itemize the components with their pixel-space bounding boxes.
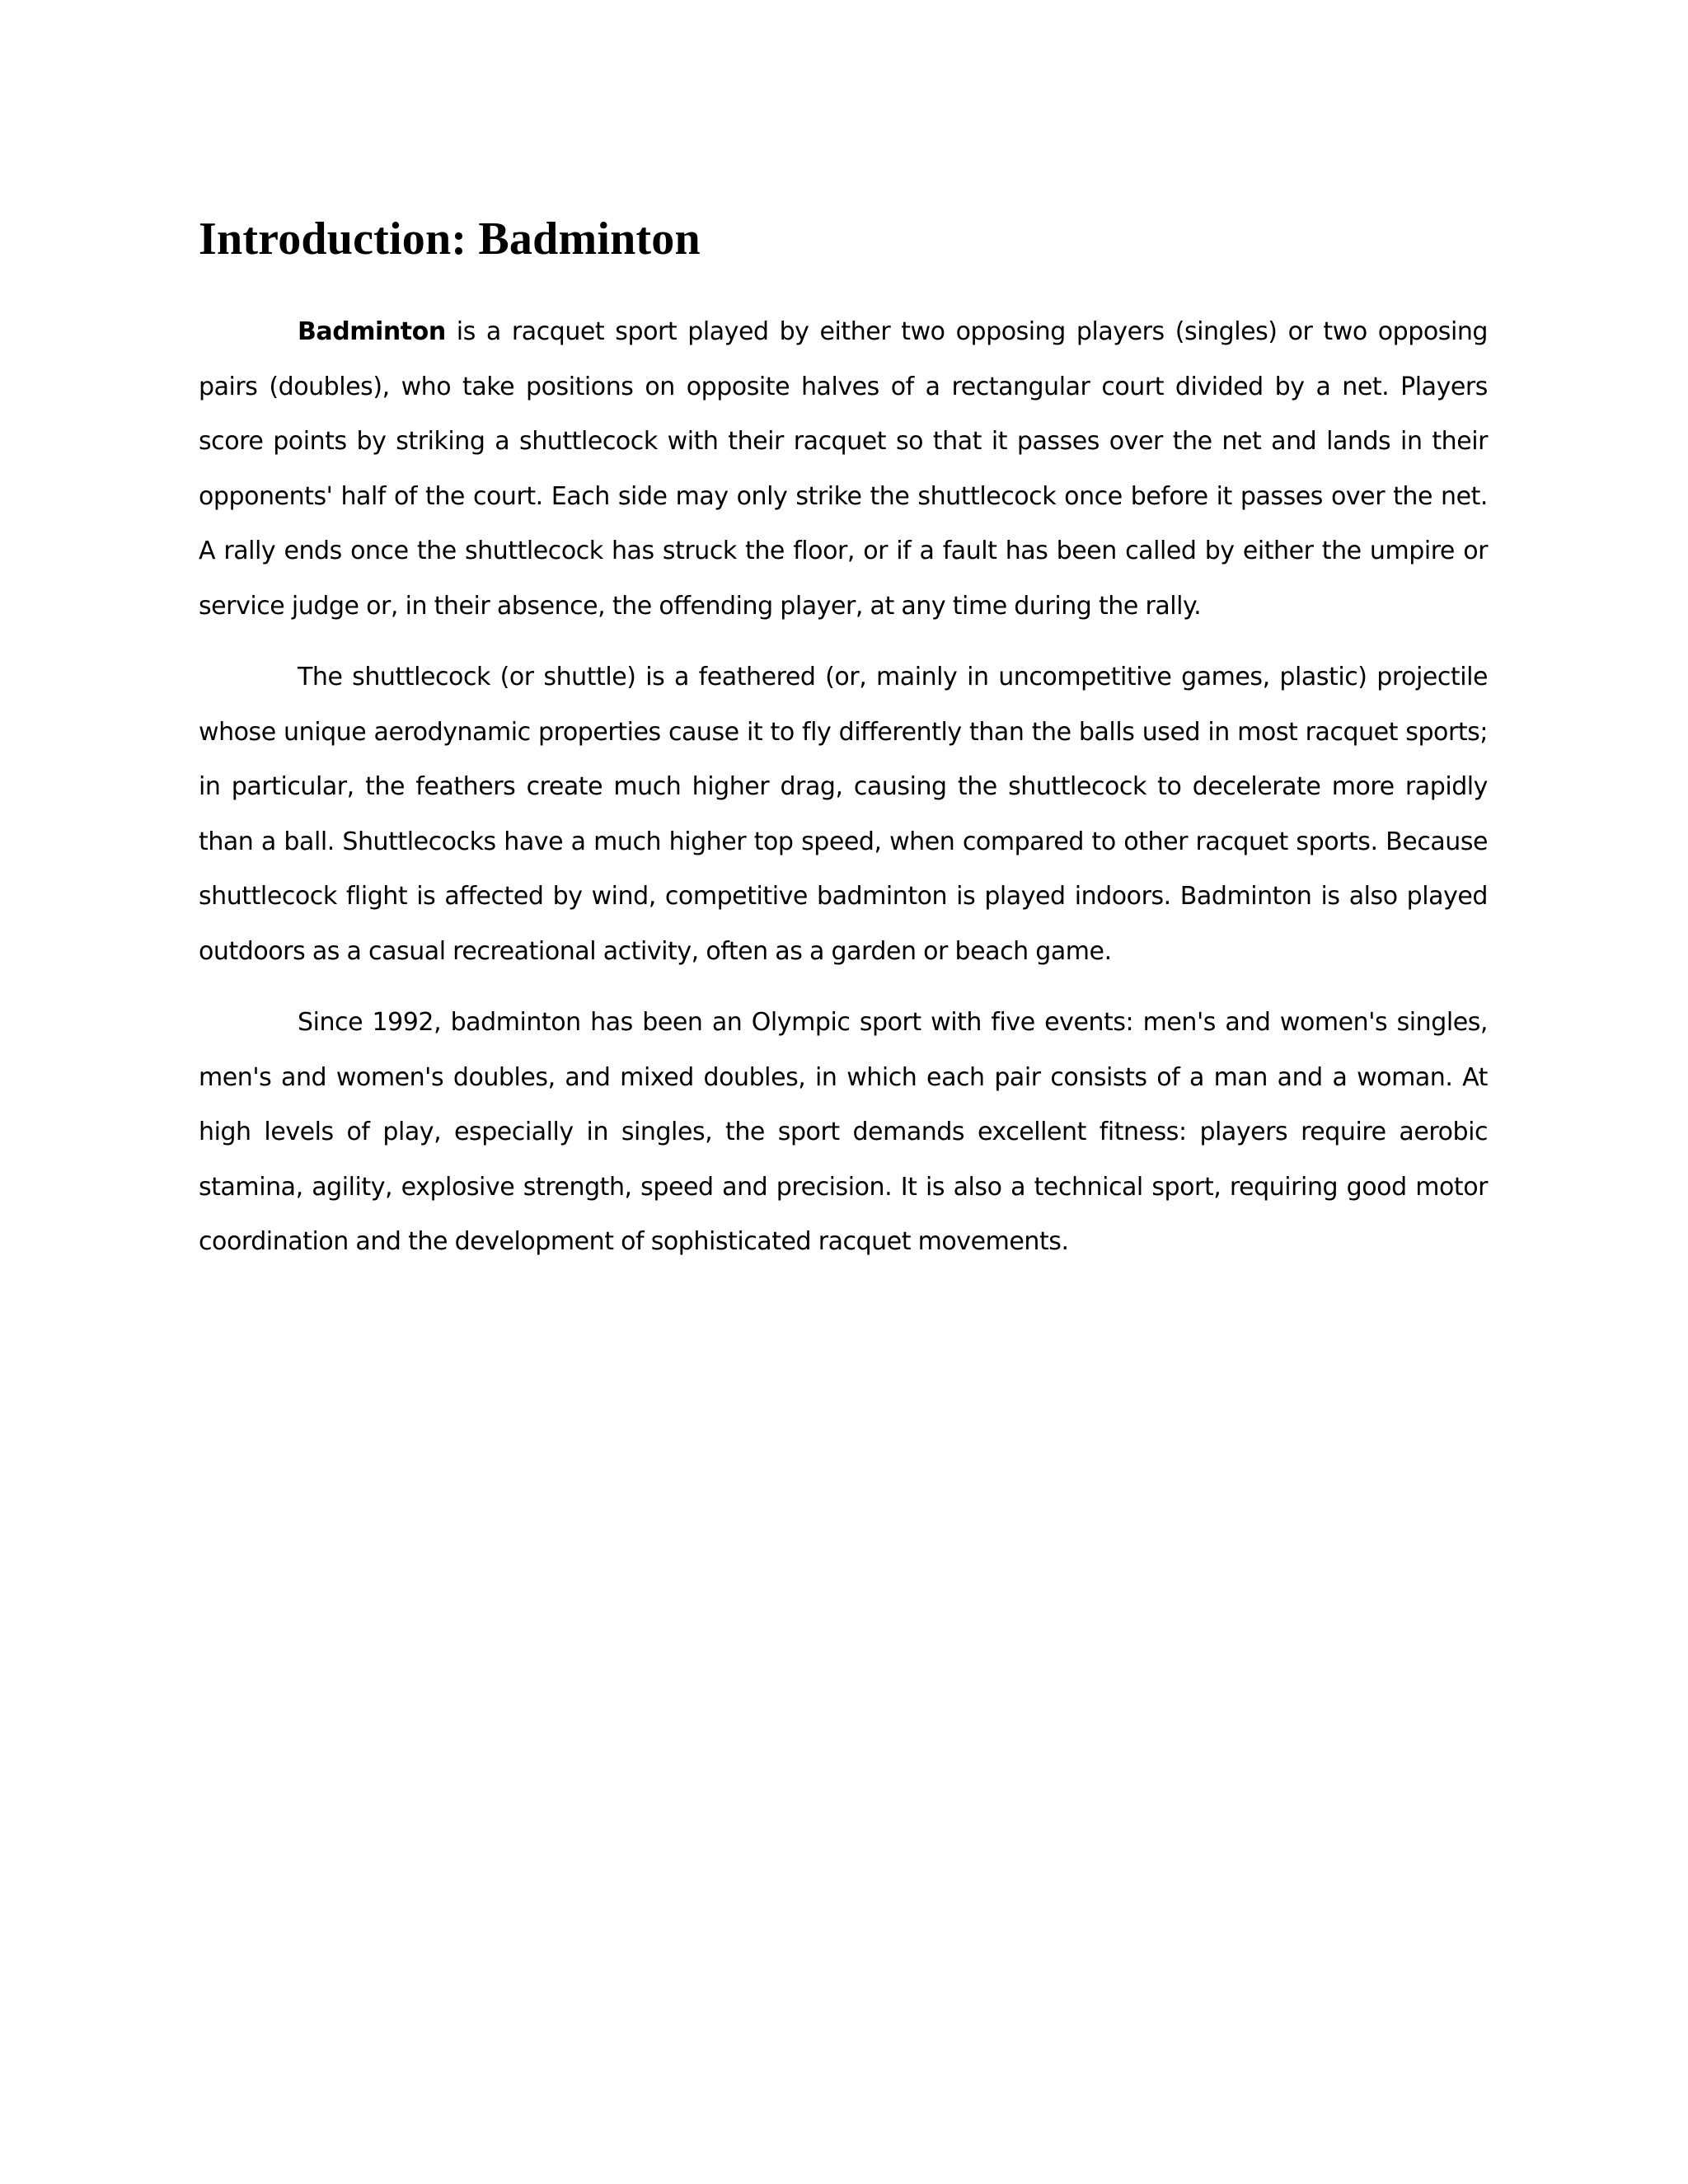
paragraph-intro: [199, 305, 1488, 634]
paragraph-olympic: Since 1992, badminton has been an Olympic sport with five events: men's and women's singles, men's and women's doubles, and mixed doubles, in which each pair consists of a man and a woman. At high levels of play, especially in singles, the sport demands excellent fitness: players require aerobic stamina, agility, explosive strength, speed and precision. It is also a technical sport, requiring good motor coordination and the development of sophisticated racquet movements.: [199, 1008, 1488, 1256]
document-title: Introduction: Badminton: [199, 213, 701, 265]
paragraph-lead-term: Badminton: [298, 317, 446, 346]
paragraph-intro-text: is a racquet sport played by either two opposing players (singles) or two opposing pairs (doubles), who take positions on opposite halves of a rectangular court divided by a net. Players score points by striking a shuttlecock with their racquet so that it passes over the net and lands in their opponents' half of the court. Each side may only strike the shuttlecock once before it passes over the net. A rally ends once the shuttlecock has struck the floor, or if a fault has been called by either the umpire or service judge or, in their absence, the offending player, at any time during the rally.: [199, 317, 1488, 621]
paragraph-shuttlecock: The shuttlecock (or shuttle) is a feathered (or, mainly in uncompetitive games, plastic) projectile whose unique aerodynamic properties cause it to fly differently than the balls used in most racquet sports; in particular, the feathers create much higher drag, causing the shuttlecock to decelerate more rapidly than a ball. Shuttlecocks have a much higher top speed, when compared to other racquet sports. Because shuttlecock flight is affected by wind, competitive badminton is played indoors. Badminton is also played outdoors as a casual recreational activity, often as a garden or beach game.: [199, 663, 1488, 966]
document-body: [199, 206, 1488, 1270]
